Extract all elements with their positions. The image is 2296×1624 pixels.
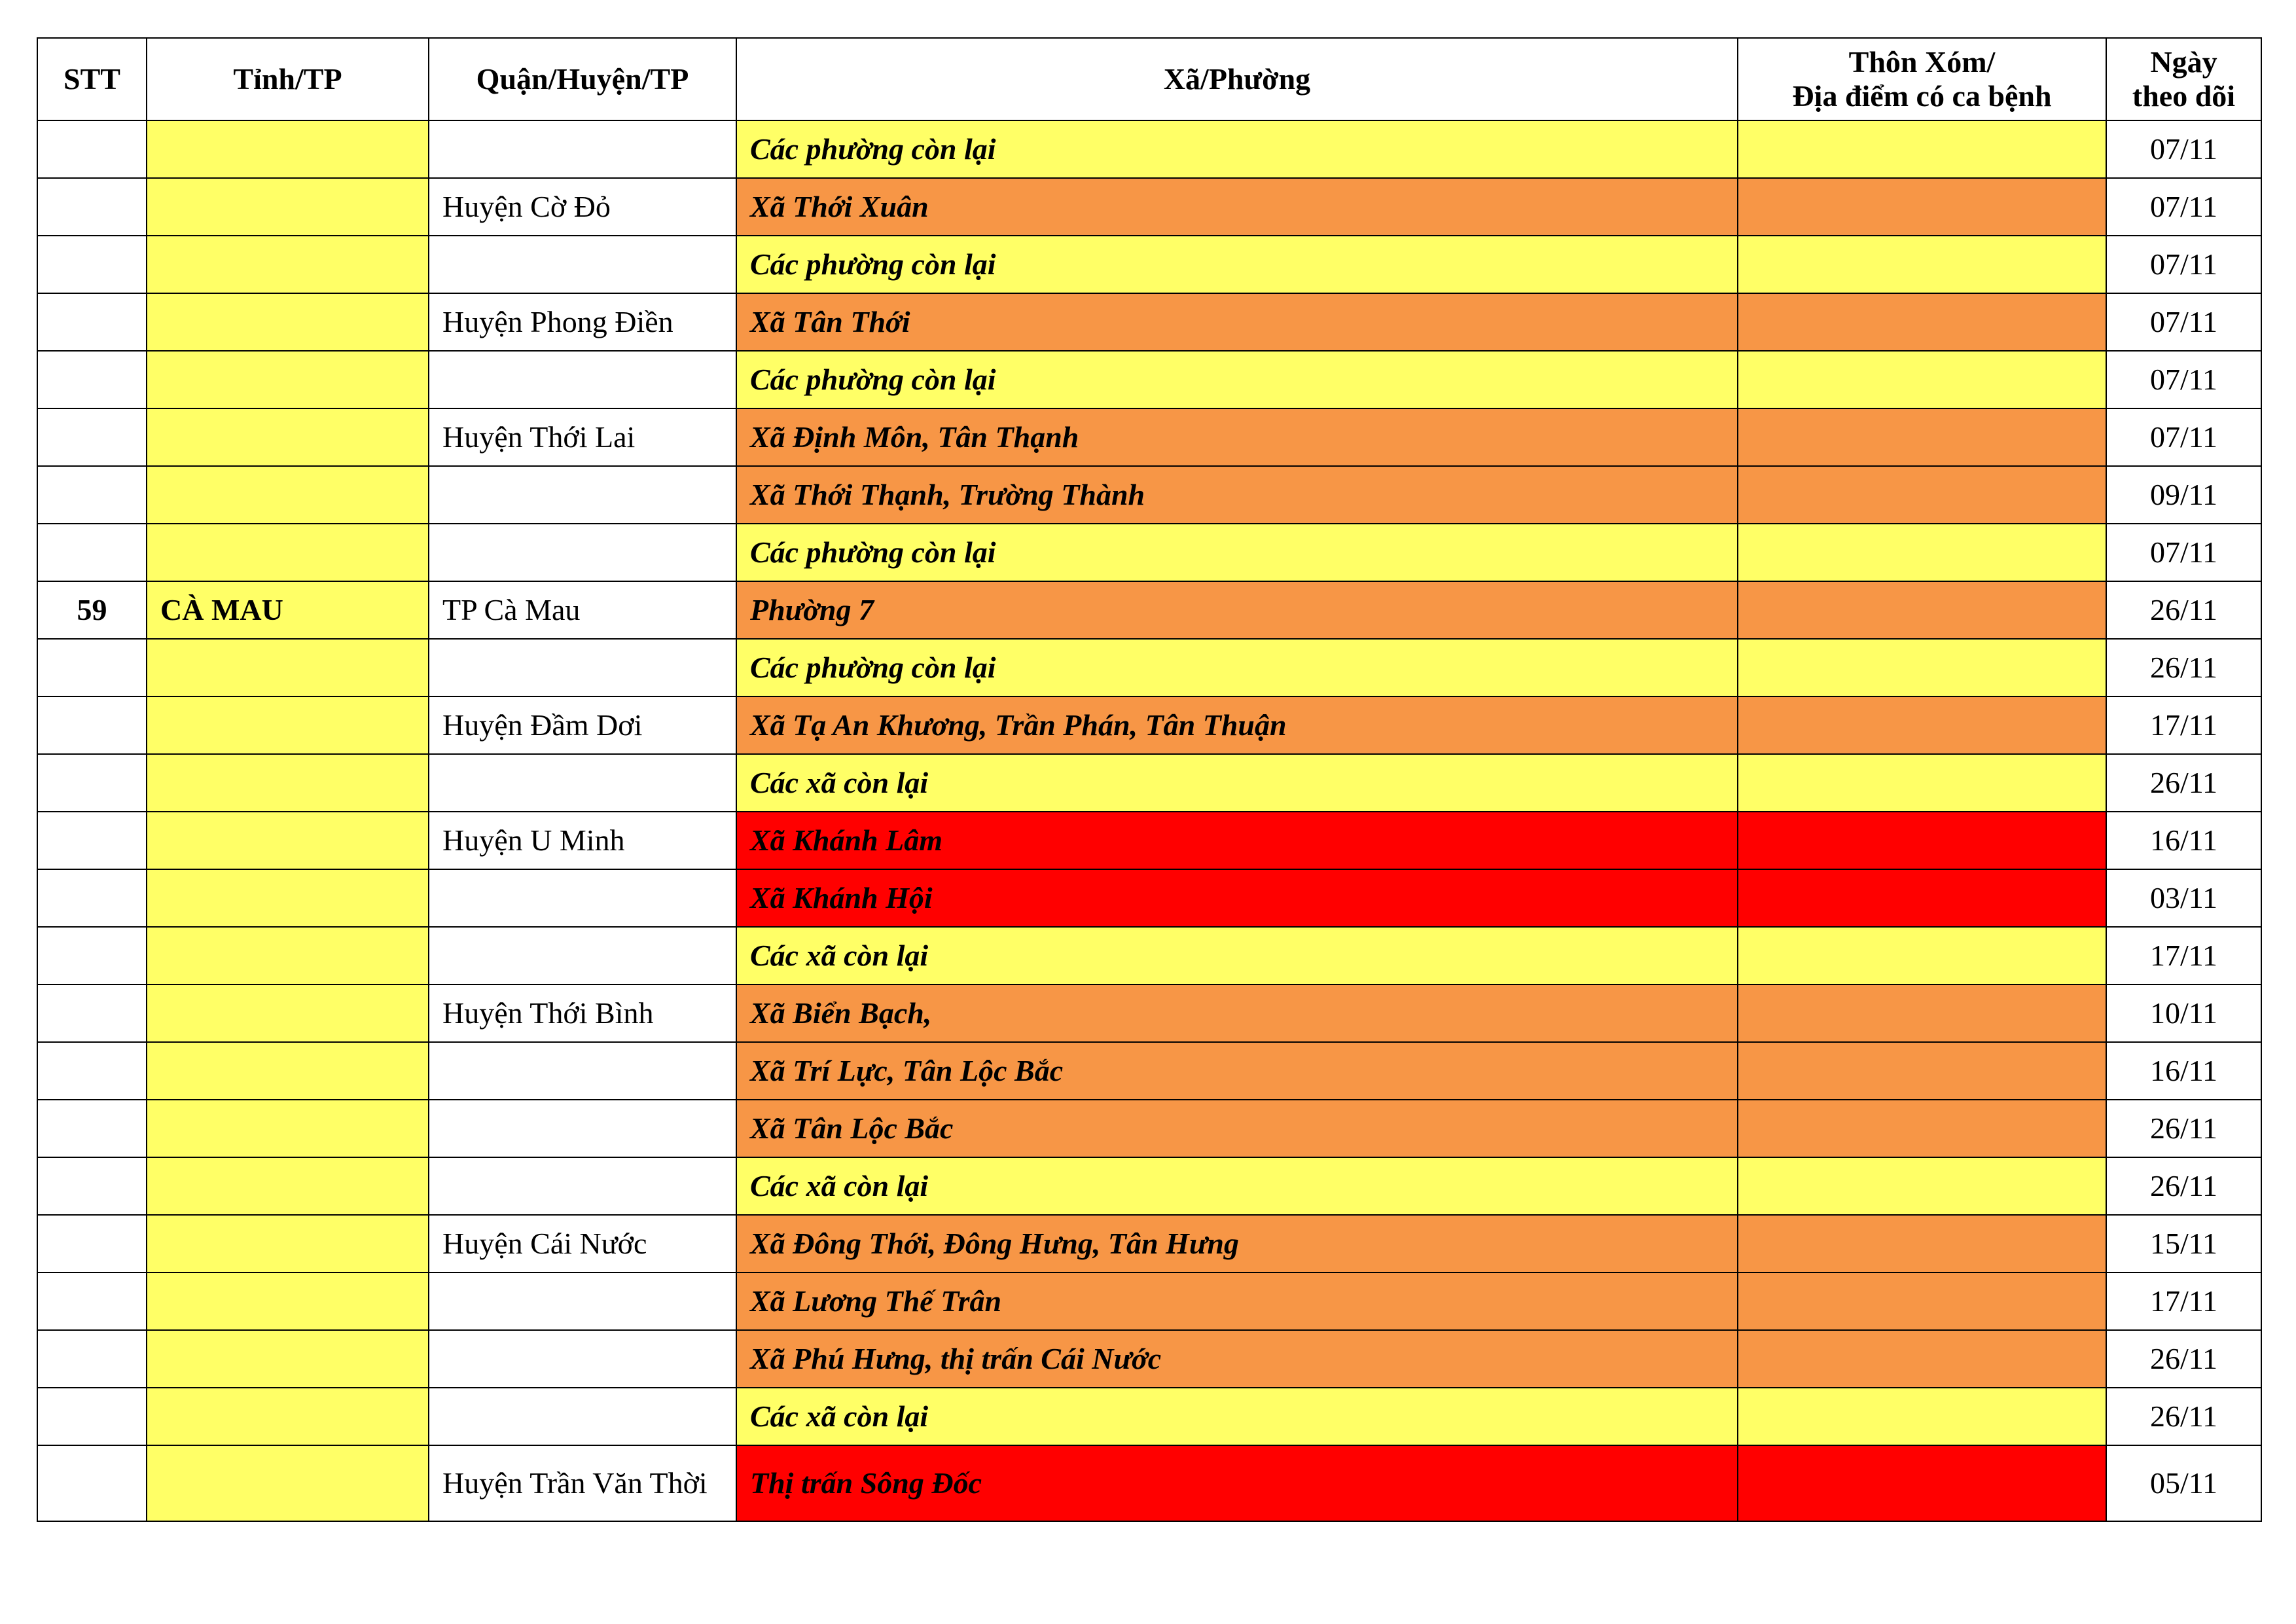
header-ward: Xã/Phường	[736, 38, 1738, 120]
cell-stt	[37, 984, 147, 1042]
cell-stt	[37, 1388, 147, 1445]
cell-district: Huyện Trần Văn Thời	[429, 1445, 736, 1521]
cell-province	[147, 1388, 429, 1445]
table-row	[37, 466, 2261, 524]
cell-district	[429, 1330, 736, 1388]
table-row	[37, 927, 2261, 984]
cell-date: 07/11	[2106, 524, 2261, 581]
cell-hamlet	[1738, 1272, 2106, 1330]
cell-ward: Xã Tạ An Khương, Trần Phán, Tân Thuận	[736, 696, 1738, 754]
cell-province	[147, 1042, 429, 1100]
cell-stt	[37, 1042, 147, 1100]
cell-stt	[37, 869, 147, 927]
table-row	[37, 351, 2261, 408]
cell-ward: Các xã còn lại	[736, 754, 1738, 812]
cell-district: Huyện Thới Lai	[429, 408, 736, 466]
table-row	[37, 1388, 2261, 1445]
cell-district	[429, 120, 736, 178]
header-hamlet-line2: Địa điểm có ca bệnh	[1792, 79, 2052, 113]
cell-ward: Các xã còn lại	[736, 1388, 1738, 1445]
cell-ward: Xã Tân Lộc Bắc	[736, 1100, 1738, 1157]
cell-district	[429, 869, 736, 927]
table-row	[37, 754, 2261, 812]
cell-stt	[37, 1272, 147, 1330]
cell-province	[147, 869, 429, 927]
cell-hamlet	[1738, 1330, 2106, 1388]
table-row	[37, 524, 2261, 581]
cell-hamlet	[1738, 754, 2106, 812]
cell-province	[147, 1272, 429, 1330]
cell-date: 26/11	[2106, 1157, 2261, 1215]
cell-hamlet	[1738, 1445, 2106, 1521]
cell-stt	[37, 1100, 147, 1157]
cell-hamlet	[1738, 812, 2106, 869]
header-date-line2: theo dõi	[2132, 79, 2236, 113]
cell-ward: Các xã còn lại	[736, 1157, 1738, 1215]
cell-province	[147, 524, 429, 581]
cell-province	[147, 351, 429, 408]
table-row	[37, 236, 2261, 293]
cell-ward: Các xã còn lại	[736, 927, 1738, 984]
cell-date: 10/11	[2106, 984, 2261, 1042]
cell-date: 17/11	[2106, 1272, 2261, 1330]
table-row	[37, 639, 2261, 696]
cell-province	[147, 236, 429, 293]
cell-ward: Xã Lương Thế Trân	[736, 1272, 1738, 1330]
cell-stt	[37, 120, 147, 178]
cell-stt	[37, 696, 147, 754]
cell-date: 17/11	[2106, 927, 2261, 984]
header-hamlet-line1: Thôn Xóm/	[1848, 45, 1996, 79]
cell-province	[147, 466, 429, 524]
table-row	[37, 293, 2261, 351]
cell-province	[147, 293, 429, 351]
cell-hamlet	[1738, 120, 2106, 178]
cell-hamlet	[1738, 1215, 2106, 1272]
cell-hamlet	[1738, 408, 2106, 466]
cell-stt	[37, 236, 147, 293]
cell-date: 07/11	[2106, 408, 2261, 466]
cell-hamlet	[1738, 1042, 2106, 1100]
table-row	[37, 1157, 2261, 1215]
cell-province	[147, 812, 429, 869]
table-row	[37, 1330, 2261, 1388]
header-hamlet	[1738, 38, 2106, 120]
cell-date: 26/11	[2106, 639, 2261, 696]
cell-stt	[37, 927, 147, 984]
table-row	[37, 581, 2261, 639]
table-row	[37, 812, 2261, 869]
cell-stt	[37, 466, 147, 524]
cell-date: 15/11	[2106, 1215, 2261, 1272]
cell-district	[429, 754, 736, 812]
cell-date: 26/11	[2106, 581, 2261, 639]
cell-stt	[37, 812, 147, 869]
cell-date: 09/11	[2106, 466, 2261, 524]
cell-district	[429, 1157, 736, 1215]
cell-date: 26/11	[2106, 1100, 2261, 1157]
cell-hamlet	[1738, 466, 2106, 524]
cell-date: 07/11	[2106, 178, 2261, 236]
cell-province: CÀ MAU	[147, 581, 429, 639]
cell-stt	[37, 178, 147, 236]
table-row	[37, 984, 2261, 1042]
cell-district	[429, 466, 736, 524]
cell-date: 16/11	[2106, 812, 2261, 869]
cell-date: 16/11	[2106, 1042, 2261, 1100]
cell-district	[429, 1100, 736, 1157]
cell-ward: Các phường còn lại	[736, 639, 1738, 696]
table-row	[37, 1272, 2261, 1330]
cell-ward: Phường 7	[736, 581, 1738, 639]
header-province: Tỉnh/TP	[147, 38, 429, 120]
cell-date: 26/11	[2106, 1388, 2261, 1445]
cell-hamlet	[1738, 1100, 2106, 1157]
cell-district: TP Cà Mau	[429, 581, 736, 639]
cell-district	[429, 524, 736, 581]
cell-date: 07/11	[2106, 120, 2261, 178]
cell-hamlet	[1738, 236, 2106, 293]
cell-district	[429, 639, 736, 696]
cell-stt	[37, 1445, 147, 1521]
cell-stt	[37, 408, 147, 466]
cell-district	[429, 1388, 736, 1445]
cell-hamlet	[1738, 1388, 2106, 1445]
table-row	[37, 1445, 2261, 1521]
cell-stt	[37, 524, 147, 581]
header-row	[37, 38, 2261, 120]
cell-stt	[37, 1215, 147, 1272]
cell-hamlet	[1738, 1157, 2106, 1215]
cell-district	[429, 236, 736, 293]
cell-hamlet	[1738, 178, 2106, 236]
cell-province	[147, 1215, 429, 1272]
cell-date: 17/11	[2106, 696, 2261, 754]
header-date	[2106, 38, 2261, 120]
cell-hamlet	[1738, 581, 2106, 639]
cell-province	[147, 927, 429, 984]
cell-province	[147, 984, 429, 1042]
cell-province	[147, 408, 429, 466]
cell-district	[429, 1272, 736, 1330]
table-row	[37, 1042, 2261, 1100]
cell-district	[429, 927, 736, 984]
cell-province	[147, 1100, 429, 1157]
table-row	[37, 408, 2261, 466]
cell-date: 26/11	[2106, 754, 2261, 812]
cell-ward: Các phường còn lại	[736, 120, 1738, 178]
cell-hamlet	[1738, 524, 2106, 581]
cell-stt	[37, 293, 147, 351]
cell-ward: Các phường còn lại	[736, 351, 1738, 408]
header-district: Quận/Huyện/TP	[429, 38, 736, 120]
cell-district: Huyện Phong Điền	[429, 293, 736, 351]
cell-hamlet	[1738, 869, 2106, 927]
cell-province	[147, 754, 429, 812]
cell-ward: Xã Phú Hưng, thị trấn Cái Nước	[736, 1330, 1738, 1388]
cell-hamlet	[1738, 984, 2106, 1042]
cell-province	[147, 1157, 429, 1215]
cell-ward: Xã Thới Xuân	[736, 178, 1738, 236]
cell-province	[147, 696, 429, 754]
cell-ward: Xã Định Môn, Tân Thạnh	[736, 408, 1738, 466]
cell-stt	[37, 1157, 147, 1215]
header-date-line1: Ngày	[2150, 45, 2217, 79]
cell-ward: Thị trấn Sông Đốc	[736, 1445, 1738, 1521]
cell-province	[147, 120, 429, 178]
cell-ward: Các phường còn lại	[736, 236, 1738, 293]
cell-ward: Xã Biển Bạch,	[736, 984, 1738, 1042]
cell-district: Huyện Thới Bình	[429, 984, 736, 1042]
cell-date: 07/11	[2106, 351, 2261, 408]
cell-ward: Xã Đông Thới, Đông Hưng, Tân Hưng	[736, 1215, 1738, 1272]
tracking-table	[37, 37, 2262, 1522]
cell-stt	[37, 754, 147, 812]
cell-stt	[37, 1330, 147, 1388]
cell-date: 07/11	[2106, 293, 2261, 351]
cell-district: Huyện Đầm Dơi	[429, 696, 736, 754]
cell-hamlet	[1738, 927, 2106, 984]
cell-ward: Các phường còn lại	[736, 524, 1738, 581]
cell-district	[429, 351, 736, 408]
cell-ward: Xã Trí Lực, Tân Lộc Bắc	[736, 1042, 1738, 1100]
cell-district: Huyện Cờ Đỏ	[429, 178, 736, 236]
cell-hamlet	[1738, 696, 2106, 754]
table-row	[37, 869, 2261, 927]
cell-hamlet	[1738, 293, 2106, 351]
cell-ward: Xã Tân Thới	[736, 293, 1738, 351]
cell-district	[429, 1042, 736, 1100]
cell-date: 03/11	[2106, 869, 2261, 927]
cell-stt	[37, 639, 147, 696]
cell-province	[147, 639, 429, 696]
cell-date: 07/11	[2106, 236, 2261, 293]
table-row	[37, 120, 2261, 178]
table-body	[37, 120, 2261, 1521]
cell-province	[147, 178, 429, 236]
cell-province	[147, 1445, 429, 1521]
cell-ward: Xã Khánh Lâm	[736, 812, 1738, 869]
cell-district: Huyện U Minh	[429, 812, 736, 869]
table-row	[37, 1100, 2261, 1157]
table-row	[37, 1215, 2261, 1272]
cell-hamlet	[1738, 639, 2106, 696]
table-row	[37, 696, 2261, 754]
cell-stt: 59	[37, 581, 147, 639]
header-stt: STT	[37, 38, 147, 120]
cell-province	[147, 1330, 429, 1388]
cell-stt	[37, 351, 147, 408]
cell-ward: Xã Thới Thạnh, Trường Thành	[736, 466, 1738, 524]
cell-date: 26/11	[2106, 1330, 2261, 1388]
cell-date: 05/11	[2106, 1445, 2261, 1521]
table-row	[37, 178, 2261, 236]
cell-ward: Xã Khánh Hội	[736, 869, 1738, 927]
cell-district: Huyện Cái Nước	[429, 1215, 736, 1272]
cell-hamlet	[1738, 351, 2106, 408]
